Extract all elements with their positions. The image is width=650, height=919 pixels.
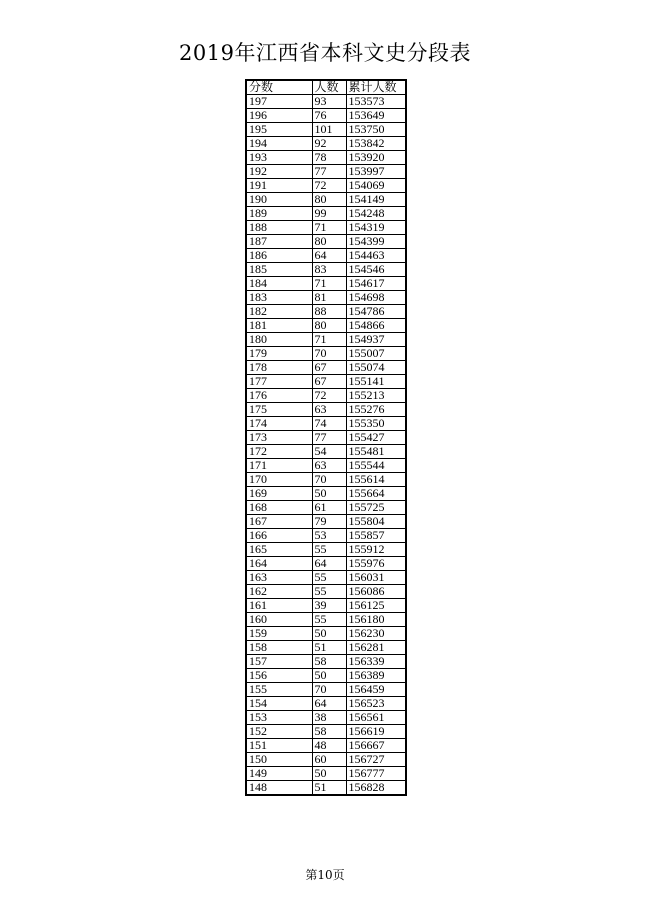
score-cell: 157: [246, 655, 312, 669]
count-cell: 71: [312, 277, 346, 291]
score-distribution-table: [245, 79, 407, 796]
count-cell: 77: [312, 431, 346, 445]
cumulative-cell: 155350: [346, 417, 406, 431]
table-body: [246, 95, 406, 796]
score-cell: 168: [246, 501, 312, 515]
table-row: [246, 221, 406, 235]
cumulative-cell: 156339: [346, 655, 406, 669]
table-row: [246, 235, 406, 249]
count-cell: 101: [312, 123, 346, 137]
score-cell: 150: [246, 753, 312, 767]
score-cell: 149: [246, 767, 312, 781]
score-cell: 155: [246, 683, 312, 697]
table-row: [246, 501, 406, 515]
cumulative-cell: 156031: [346, 571, 406, 585]
score-cell: 165: [246, 543, 312, 557]
cumulative-cell: 155857: [346, 529, 406, 543]
count-cell: 58: [312, 655, 346, 669]
table-row: [246, 417, 406, 431]
table-row: [246, 781, 406, 796]
cumulative-cell: 154937: [346, 333, 406, 347]
table-row: [246, 95, 406, 109]
score-cell: 161: [246, 599, 312, 613]
score-cell: 177: [246, 375, 312, 389]
cumulative-cell: 154149: [346, 193, 406, 207]
table-row: [246, 641, 406, 655]
score-cell: 163: [246, 571, 312, 585]
score-cell: 162: [246, 585, 312, 599]
table-row: [246, 697, 406, 711]
cumulative-cell: 155427: [346, 431, 406, 445]
count-cell: 80: [312, 193, 346, 207]
count-cell: 64: [312, 557, 346, 571]
table-row: [246, 767, 406, 781]
count-cell: 83: [312, 263, 346, 277]
score-cell: 186: [246, 249, 312, 263]
count-cell: 93: [312, 95, 346, 109]
table-row: [246, 361, 406, 375]
cumulative-cell: 156523: [346, 697, 406, 711]
table-row: [246, 305, 406, 319]
table-row: [246, 291, 406, 305]
count-cell: 50: [312, 487, 346, 501]
score-cell: 188: [246, 221, 312, 235]
table-row: [246, 249, 406, 263]
count-cell: 54: [312, 445, 346, 459]
cumulative-cell: 153997: [346, 165, 406, 179]
score-cell: 194: [246, 137, 312, 151]
table-row: [246, 557, 406, 571]
count-cell: 78: [312, 151, 346, 165]
cumulative-cell: 156828: [346, 781, 406, 796]
table-row: [246, 207, 406, 221]
table-row: [246, 725, 406, 739]
table-row: [246, 515, 406, 529]
count-cell: 63: [312, 459, 346, 473]
score-cell: 187: [246, 235, 312, 249]
cumulative-cell: 156619: [346, 725, 406, 739]
cumulative-cell: 155481: [346, 445, 406, 459]
cumulative-cell: 155614: [346, 473, 406, 487]
count-cell: 55: [312, 585, 346, 599]
count-cell: 48: [312, 739, 346, 753]
cumulative-cell: 156125: [346, 599, 406, 613]
score-cell: 197: [246, 95, 312, 109]
score-cell: 156: [246, 669, 312, 683]
score-cell: 196: [246, 109, 312, 123]
table-row: [246, 375, 406, 389]
score-cell: 178: [246, 361, 312, 375]
table-row: [246, 347, 406, 361]
cumulative-cell: 156086: [346, 585, 406, 599]
score-cell: 184: [246, 277, 312, 291]
cumulative-cell: 153573: [346, 95, 406, 109]
score-cell: 181: [246, 319, 312, 333]
cumulative-cell: 156180: [346, 613, 406, 627]
score-cell: 171: [246, 459, 312, 473]
count-cell: 70: [312, 347, 346, 361]
cumulative-cell: 155007: [346, 347, 406, 361]
cumulative-cell: 154786: [346, 305, 406, 319]
score-cell: 190: [246, 193, 312, 207]
header-cumulative: 累计人数: [346, 80, 406, 95]
count-cell: 80: [312, 319, 346, 333]
cumulative-cell: 153842: [346, 137, 406, 151]
table-row: [246, 753, 406, 767]
count-cell: 60: [312, 753, 346, 767]
count-cell: 81: [312, 291, 346, 305]
count-cell: 80: [312, 235, 346, 249]
cumulative-cell: 153649: [346, 109, 406, 123]
table-row: [246, 571, 406, 585]
table-row: [246, 333, 406, 347]
score-cell: 167: [246, 515, 312, 529]
cumulative-cell: 153920: [346, 151, 406, 165]
score-cell: 189: [246, 207, 312, 221]
cumulative-cell: 156389: [346, 669, 406, 683]
score-cell: 174: [246, 417, 312, 431]
count-cell: 92: [312, 137, 346, 151]
score-cell: 152: [246, 725, 312, 739]
score-cell: 173: [246, 431, 312, 445]
table-row: [246, 277, 406, 291]
score-cell: 158: [246, 641, 312, 655]
score-cell: 169: [246, 487, 312, 501]
score-cell: 179: [246, 347, 312, 361]
cumulative-cell: 155544: [346, 459, 406, 473]
count-cell: 74: [312, 417, 346, 431]
table-row: [246, 585, 406, 599]
cumulative-cell: 156561: [346, 711, 406, 725]
score-cell: 195: [246, 123, 312, 137]
table-row: [246, 431, 406, 445]
count-cell: 50: [312, 669, 346, 683]
score-cell: 172: [246, 445, 312, 459]
count-cell: 76: [312, 109, 346, 123]
cumulative-cell: 154399: [346, 235, 406, 249]
table-row: [246, 179, 406, 193]
count-cell: 99: [312, 207, 346, 221]
table-row: [246, 445, 406, 459]
count-cell: 79: [312, 515, 346, 529]
cumulative-cell: 156281: [346, 641, 406, 655]
score-cell: 153: [246, 711, 312, 725]
cumulative-cell: 156727: [346, 753, 406, 767]
cumulative-cell: 155664: [346, 487, 406, 501]
cumulative-cell: 155912: [346, 543, 406, 557]
cumulative-cell: 156459: [346, 683, 406, 697]
count-cell: 58: [312, 725, 346, 739]
score-cell: 193: [246, 151, 312, 165]
page-title: 2019年江西省本科文史分段表: [179, 41, 471, 65]
count-cell: 64: [312, 697, 346, 711]
cumulative-cell: 154698: [346, 291, 406, 305]
score-cell: 192: [246, 165, 312, 179]
table-row: [246, 473, 406, 487]
table-row: [246, 683, 406, 697]
cumulative-cell: 156777: [346, 767, 406, 781]
score-cell: 166: [246, 529, 312, 543]
table-row: [246, 669, 406, 683]
table-header-row: [246, 80, 406, 95]
score-cell: 191: [246, 179, 312, 193]
count-cell: 51: [312, 641, 346, 655]
count-cell: 53: [312, 529, 346, 543]
cumulative-cell: 154463: [346, 249, 406, 263]
count-cell: 88: [312, 305, 346, 319]
score-cell: 170: [246, 473, 312, 487]
cumulative-cell: 154069: [346, 179, 406, 193]
table-row: [246, 543, 406, 557]
score-cell: 180: [246, 333, 312, 347]
count-cell: 38: [312, 711, 346, 725]
score-cell: 154: [246, 697, 312, 711]
score-cell: 183: [246, 291, 312, 305]
cumulative-cell: 155725: [346, 501, 406, 515]
count-cell: 70: [312, 683, 346, 697]
count-cell: 51: [312, 781, 346, 796]
table-row: [246, 123, 406, 137]
count-cell: 50: [312, 627, 346, 641]
header-count: 人数: [312, 80, 346, 95]
count-cell: 55: [312, 613, 346, 627]
cumulative-cell: 154617: [346, 277, 406, 291]
count-cell: 71: [312, 333, 346, 347]
count-cell: 64: [312, 249, 346, 263]
score-cell: 164: [246, 557, 312, 571]
table-row: [246, 655, 406, 669]
score-cell: 148: [246, 781, 312, 796]
table-row: [246, 109, 406, 123]
cumulative-cell: 156667: [346, 739, 406, 753]
score-cell: 175: [246, 403, 312, 417]
count-cell: 72: [312, 389, 346, 403]
cumulative-cell: 154319: [346, 221, 406, 235]
cumulative-cell: 156230: [346, 627, 406, 641]
cumulative-cell: 155976: [346, 557, 406, 571]
table-row: [246, 403, 406, 417]
page-number: 第10页: [305, 868, 345, 882]
count-cell: 61: [312, 501, 346, 515]
table-row: [246, 263, 406, 277]
count-cell: 71: [312, 221, 346, 235]
count-cell: 67: [312, 375, 346, 389]
table-row: [246, 529, 406, 543]
table-row: [246, 613, 406, 627]
score-cell: 159: [246, 627, 312, 641]
count-cell: 55: [312, 543, 346, 557]
cumulative-cell: 155804: [346, 515, 406, 529]
table-row: [246, 165, 406, 179]
table-row: [246, 739, 406, 753]
score-cell: 151: [246, 739, 312, 753]
table-row: [246, 599, 406, 613]
cumulative-cell: 155074: [346, 361, 406, 375]
cumulative-cell: 155213: [346, 389, 406, 403]
count-cell: 55: [312, 571, 346, 585]
count-cell: 70: [312, 473, 346, 487]
count-cell: 63: [312, 403, 346, 417]
table-row: [246, 151, 406, 165]
score-cell: 160: [246, 613, 312, 627]
count-cell: 72: [312, 179, 346, 193]
cumulative-cell: 154546: [346, 263, 406, 277]
table-row: [246, 319, 406, 333]
count-cell: 39: [312, 599, 346, 613]
table-row: [246, 459, 406, 473]
table-row: [246, 389, 406, 403]
table-row: [246, 627, 406, 641]
score-cell: 176: [246, 389, 312, 403]
score-cell: 185: [246, 263, 312, 277]
count-cell: 77: [312, 165, 346, 179]
cumulative-cell: 154248: [346, 207, 406, 221]
cumulative-cell: 155141: [346, 375, 406, 389]
table-row: [246, 193, 406, 207]
cumulative-cell: 154866: [346, 319, 406, 333]
table-row: [246, 487, 406, 501]
table-row: [246, 711, 406, 725]
count-cell: 50: [312, 767, 346, 781]
table-row: [246, 137, 406, 151]
cumulative-cell: 153750: [346, 123, 406, 137]
cumulative-cell: 155276: [346, 403, 406, 417]
score-cell: 182: [246, 305, 312, 319]
header-score: 分数: [246, 80, 312, 95]
count-cell: 67: [312, 361, 346, 375]
